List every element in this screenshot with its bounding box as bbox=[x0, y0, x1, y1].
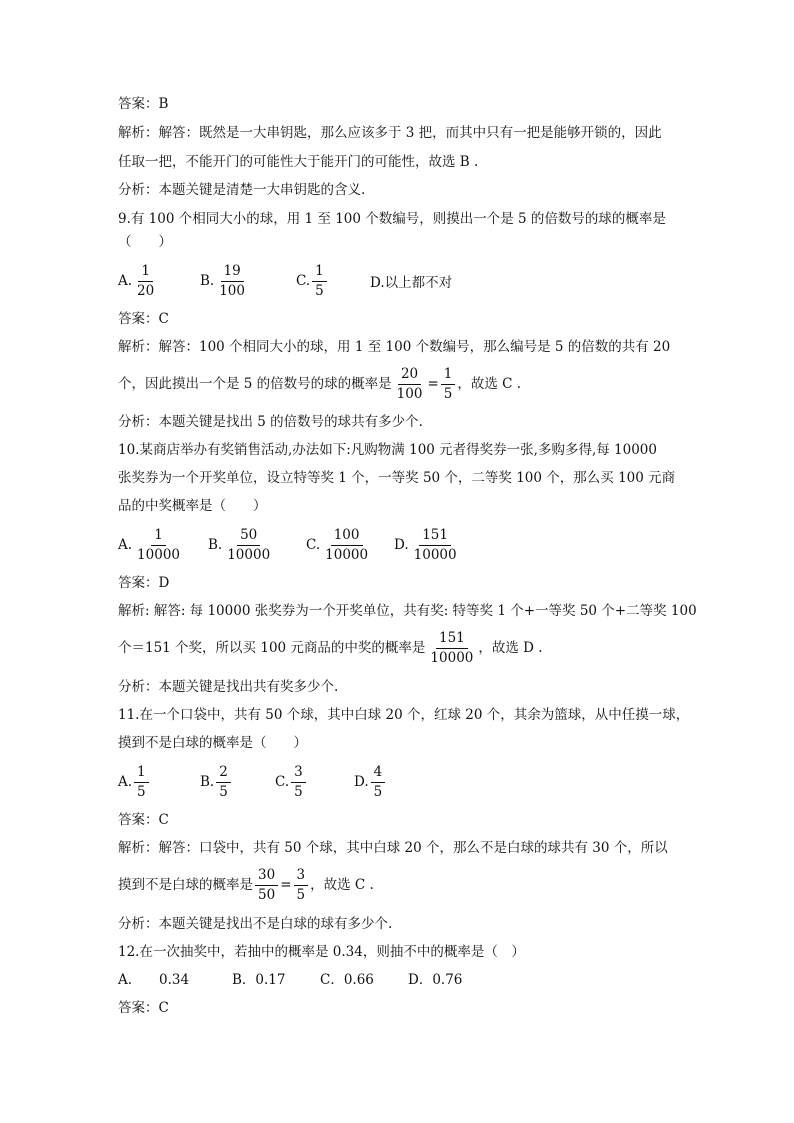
q12-answer: 答案：C bbox=[118, 1000, 169, 1016]
fraction: $\frac{3}{5}$ bbox=[294, 867, 309, 904]
fraction: $\frac{1}{20}$ bbox=[137, 262, 155, 299]
fraction: $\frac{151}{10000}$ bbox=[413, 526, 457, 563]
q11-option-b: B. $\frac{2}{5}$ bbox=[200, 760, 233, 804]
q11-answer: 答案：C bbox=[118, 812, 169, 828]
q12-option-a: A. 0.34 bbox=[118, 972, 190, 988]
fraction: $\frac{2}{5}$ bbox=[216, 764, 231, 801]
q9-option-b: B. $\frac{19}{100}$ bbox=[200, 259, 250, 303]
q9-option-a: A. $\frac{1}{20}$ bbox=[118, 259, 159, 303]
q11-option-a: A. $\frac{1}{5}$ bbox=[118, 760, 151, 804]
q10-note: 分析：本题关键是找出共有奖多少个. bbox=[118, 679, 339, 695]
q11-analysis-line2: 摸到不是白球的概率是 $\frac{30}{50}$ = $\frac{3}{5}$ ，故选 C . bbox=[118, 866, 374, 903]
fraction: $\frac{50}{10000}$ bbox=[227, 526, 271, 563]
q9-analysis-line2: 个，因此摸出一个是 5 的倍数号的球的概率是 $\frac{20}{100}$ = $\frac{1}{5}$ ，故选 C . bbox=[118, 365, 522, 402]
q8-analysis-line1: 解析：解答：既然是一大串钥匙，那么应该多于 3 把，而其中只有一把是能够开锁的，因此 bbox=[118, 125, 662, 141]
fraction: $\frac{1}{5}$ bbox=[441, 366, 456, 403]
q11-option-c: C. $\frac{3}{5}$ bbox=[275, 760, 308, 804]
q10-analysis-line1: 解析: 解答: 每 10000 张奖券为一个开奖单位，共有奖: 特等奖 1 个+一等奖 50 个+二等奖 100 bbox=[118, 603, 697, 619]
q12-option-b: B．0.17 bbox=[232, 972, 286, 988]
q10-answer: 答案：D bbox=[118, 575, 170, 591]
q10-options bbox=[118, 523, 678, 567]
q10-option-a: A. $\frac{1}{10000}$ bbox=[118, 523, 185, 567]
q10-stem-line3: 品的中奖概率是（ ） bbox=[118, 498, 267, 514]
q10-stem-line1: 10.某商店举办有奖销售活动,办法如下:凡购物满 100 元者得奖券一张,多购多得,每 10000 bbox=[118, 442, 657, 458]
q10-option-d: D. $\frac{151}{10000}$ bbox=[394, 523, 462, 567]
fraction: $\frac{20}{100}$ bbox=[396, 365, 423, 402]
q10-option-b: B. $\frac{50}{10000}$ bbox=[208, 523, 275, 567]
fraction: $\frac{1}{5}$ bbox=[134, 764, 149, 801]
q11-stem-line2: 摸到不是白球的概率是（ ） bbox=[118, 735, 307, 751]
fraction: $\frac{1}{5}$ bbox=[312, 263, 327, 300]
q11-stem-line1: 11.在一个口袋中，共有 50 个球，其中白球 20 个，红球 20 个，其余为篮球，从中任摸一球， bbox=[118, 707, 690, 723]
q11-analysis-line1: 解析：解答：口袋中，共有 50 个球，其中白球 20 个，那么不是白球的球共有 30 个，所以 bbox=[118, 840, 668, 856]
q8-answer: 答案：B bbox=[118, 96, 169, 112]
q9-stem-line2: （ ） bbox=[118, 234, 172, 250]
q9-stem-line1: 9.有 100 个相同大小的球，用 1 至 100 个数编号，则摸出一个是 5 的倍数号的球的概率是 bbox=[118, 211, 666, 227]
q9-note: 分析：本题关键是找出 5 的倍数号的球共有多少个. bbox=[118, 414, 423, 430]
fraction: $\frac{151}{10000}$ bbox=[430, 629, 474, 666]
q9-options bbox=[118, 259, 678, 303]
q11-note: 分析：本题关键是找出不是白球的球有多少个. bbox=[118, 916, 393, 932]
fraction: $\frac{4}{5}$ bbox=[371, 764, 386, 801]
q8-note: 分析：本题关键是清楚一大串钥匙的含义. bbox=[118, 182, 366, 198]
q11-options bbox=[118, 760, 518, 804]
q10-analysis-line2: 个＝151 个奖，所以买 100 元商品的中奖的概率是 $\frac{151}{10000}$ ，故选 D . bbox=[118, 629, 543, 666]
q12-option-c: C．0.66 bbox=[320, 972, 374, 988]
fraction: $\frac{100}{10000}$ bbox=[325, 526, 369, 563]
q9-answer: 答案：C bbox=[118, 311, 169, 327]
q8-analysis-line2: 任取一把，不能开门的可能性大于能开门的可能性，故选 B . bbox=[118, 154, 479, 170]
q10-stem-line2: 张奖券为一个开奖单位，设立特等奖 1 个，一等奖 50 个，二等奖 100 个，那么买 100 元商 bbox=[118, 470, 676, 486]
q9-analysis-line1: 解析：解答：100 个相同大小的球，用 1 至 100 个数编号，那么编号是 5 的倍数的共有 20 bbox=[118, 339, 671, 355]
fraction: $\frac{19}{100}$ bbox=[219, 262, 245, 299]
q12-option-d: D．0.76 bbox=[408, 972, 463, 988]
fraction: $\frac{1}{10000}$ bbox=[137, 526, 180, 563]
q11-option-d: D. $\frac{4}{5}$ bbox=[354, 760, 387, 804]
q9-option-d: D.以上都不对 bbox=[370, 275, 453, 291]
q9-option-c: C. $\frac{1}{5}$ bbox=[296, 259, 329, 303]
fraction: $\frac{3}{5}$ bbox=[291, 764, 306, 801]
fraction: $\frac{30}{50}$ bbox=[255, 867, 278, 904]
q10-option-c: C. $\frac{100}{10000}$ bbox=[306, 523, 373, 567]
q12-stem: 12.在一次抽奖中，若抽中的概率是 0.34，则抽不中的概率是（ ） bbox=[118, 944, 525, 960]
